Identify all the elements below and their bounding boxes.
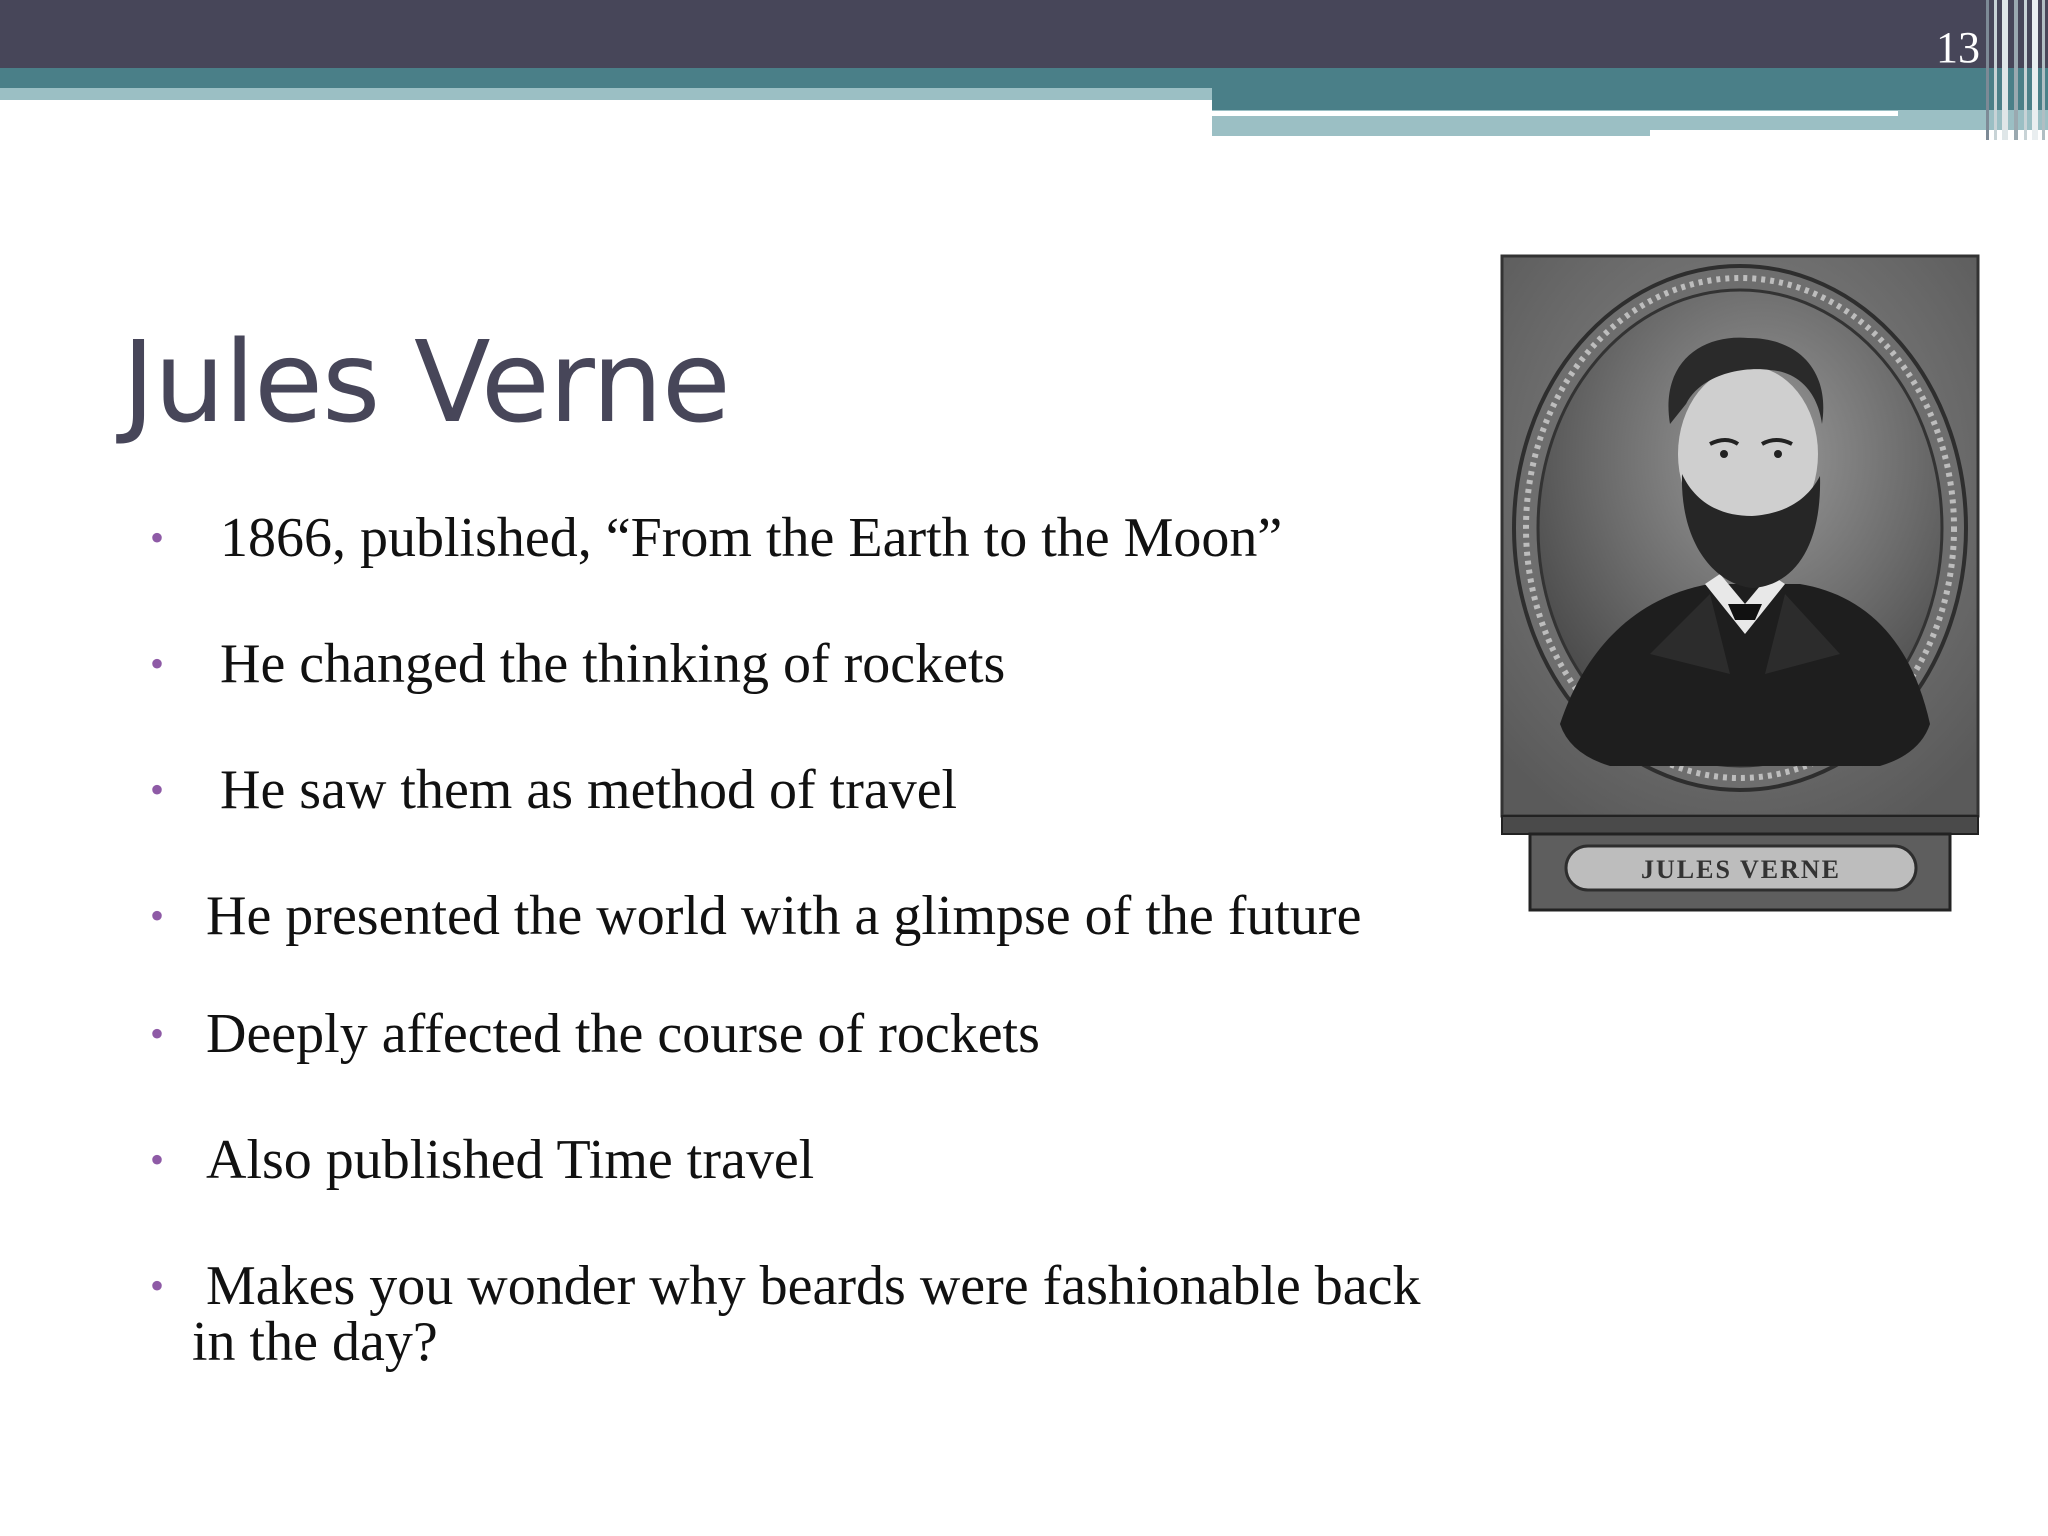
bullet-dot-icon: • <box>150 1263 165 1308</box>
portrait-engraving <box>1500 254 1982 918</box>
header-stripes <box>1984 0 2048 140</box>
stripe <box>1994 0 1997 140</box>
header-band-dark <box>0 0 2048 68</box>
portrait-image <box>1500 254 1982 918</box>
bullet-item <box>146 759 1486 821</box>
bullet-text: Makes you wonder why beards were fashionable back in the day? <box>192 1255 1435 1373</box>
bullet-dot-icon: • <box>150 893 165 938</box>
bullet-text: He saw them as method of travel <box>206 759 958 821</box>
bullet-dot-icon: • <box>150 641 165 686</box>
page-number: 13 <box>1936 23 1980 72</box>
slide-title: Jules Verne <box>122 318 730 448</box>
stripe <box>2042 0 2045 140</box>
bullet-item <box>146 1003 1486 1065</box>
bullet-item <box>146 1129 1486 1191</box>
portrait-plaque-text: JULES VERNE <box>1641 855 1841 884</box>
stripe <box>2024 0 2027 140</box>
bullet-dot-icon: • <box>150 1137 165 1182</box>
bullet-text: He changed the thinking of rockets <box>206 633 1006 695</box>
header-band-teal-light <box>0 88 1212 100</box>
header-band-teal <box>0 68 2048 88</box>
bullet-text: He presented the world with a glimpse of the future <box>192 885 1362 947</box>
stripe <box>2014 0 2018 140</box>
header-band-right-teal <box>1212 88 2048 110</box>
bullet-text: 1866, published, “From the Earth to the Moon” <box>206 507 1283 569</box>
bullet-dot-icon: • <box>150 1011 165 1056</box>
bullet-item <box>146 1255 1446 1373</box>
stripe <box>2032 0 2038 140</box>
header-accent-line <box>1212 111 1898 116</box>
stripe <box>2002 0 2008 140</box>
bullet-dot-icon: • <box>150 515 165 560</box>
bullet-item <box>146 885 1366 947</box>
stripe <box>1986 0 1989 140</box>
bullet-item <box>146 507 1486 569</box>
bullet-item <box>146 633 1486 695</box>
bullet-dot-icon: • <box>150 767 165 812</box>
bullet-text: Also published Time travel <box>206 1129 815 1191</box>
bullet-text: Deeply affected the course of rockets <box>206 1003 1040 1065</box>
